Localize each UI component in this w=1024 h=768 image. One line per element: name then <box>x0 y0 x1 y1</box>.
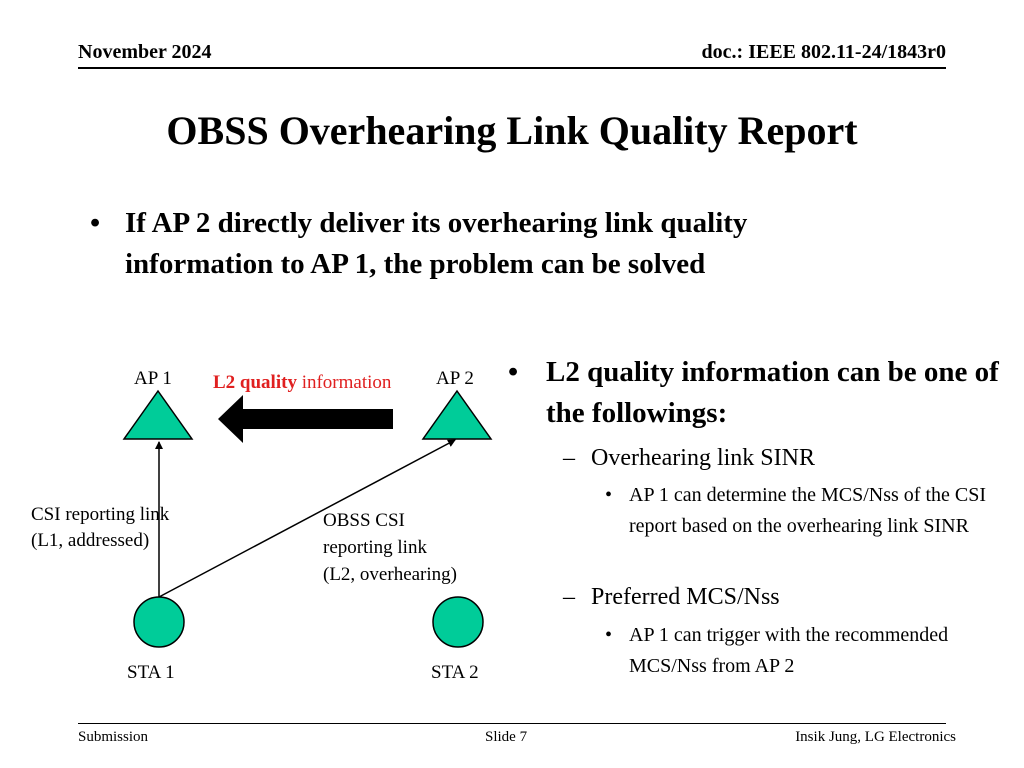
info-arrow-shaft <box>243 409 393 429</box>
csi-link-label-line1: CSI reporting link <box>31 504 170 525</box>
footer-author: Insik Jung, LG Electronics <box>795 729 956 745</box>
bullet-marker: • <box>605 624 613 646</box>
bullet-marker: • <box>508 356 519 388</box>
obss-link-label-line1: OBSS CSI <box>323 510 405 531</box>
sub-sub-item-sinr-text: AP 1 can determine the MCS/Nss of the CSI report based on the overhearing link SINR <box>629 484 987 537</box>
sta1-circle <box>134 597 184 647</box>
sub-sub-item-mcs-text: AP 1 can trigger with the recommended MCS/Nss from AP 2 <box>629 624 949 677</box>
right-bullet-text: L2 quality information can be one of the followings: <box>546 356 999 429</box>
sta2-label: STA 2 <box>431 662 479 683</box>
main-bullet-text: If AP 2 directly deliver its overhearing link quality information to AP 1, the problem can be solved <box>125 207 748 280</box>
l2-quality-bold-text: L2 quality <box>213 372 297 393</box>
header-doc-id: doc.: IEEE 802.11-24/1843r0 <box>701 41 946 63</box>
obss-link-label-line2: reporting link <box>323 537 427 558</box>
obss-link-label-line3: (L2, overhearing) <box>323 564 457 585</box>
bullet-marker: • <box>90 207 101 239</box>
sta1-label: STA 1 <box>127 662 175 683</box>
sub-item-sinr-text: Overhearing link SINR <box>591 445 815 471</box>
info-arrow-head <box>218 395 243 443</box>
slide-title: OBSS Overhearing Link Quality Report <box>166 108 858 153</box>
sub-item-mcs-text: Preferred MCS/Nss <box>591 584 780 610</box>
sta2-circle <box>433 597 483 647</box>
bullet-marker: • <box>605 484 613 506</box>
footer-slide-number: Slide 7 <box>485 729 528 745</box>
ap2-label: AP 2 <box>436 368 474 389</box>
dash-marker: – <box>563 584 575 610</box>
l2-quality-rest-text: information <box>296 372 392 393</box>
ap1-triangle <box>124 391 192 439</box>
l2-quality-info-label <box>213 370 391 396</box>
ap1-label: AP 1 <box>134 368 172 389</box>
dash-marker: – <box>563 445 575 471</box>
csi-link-label-line2: (L1, addressed) <box>31 530 150 551</box>
ap2-triangle <box>423 391 491 439</box>
footer-submission: Submission <box>78 729 149 745</box>
footer-rule <box>78 723 946 724</box>
header-date: November 2024 <box>78 41 212 63</box>
